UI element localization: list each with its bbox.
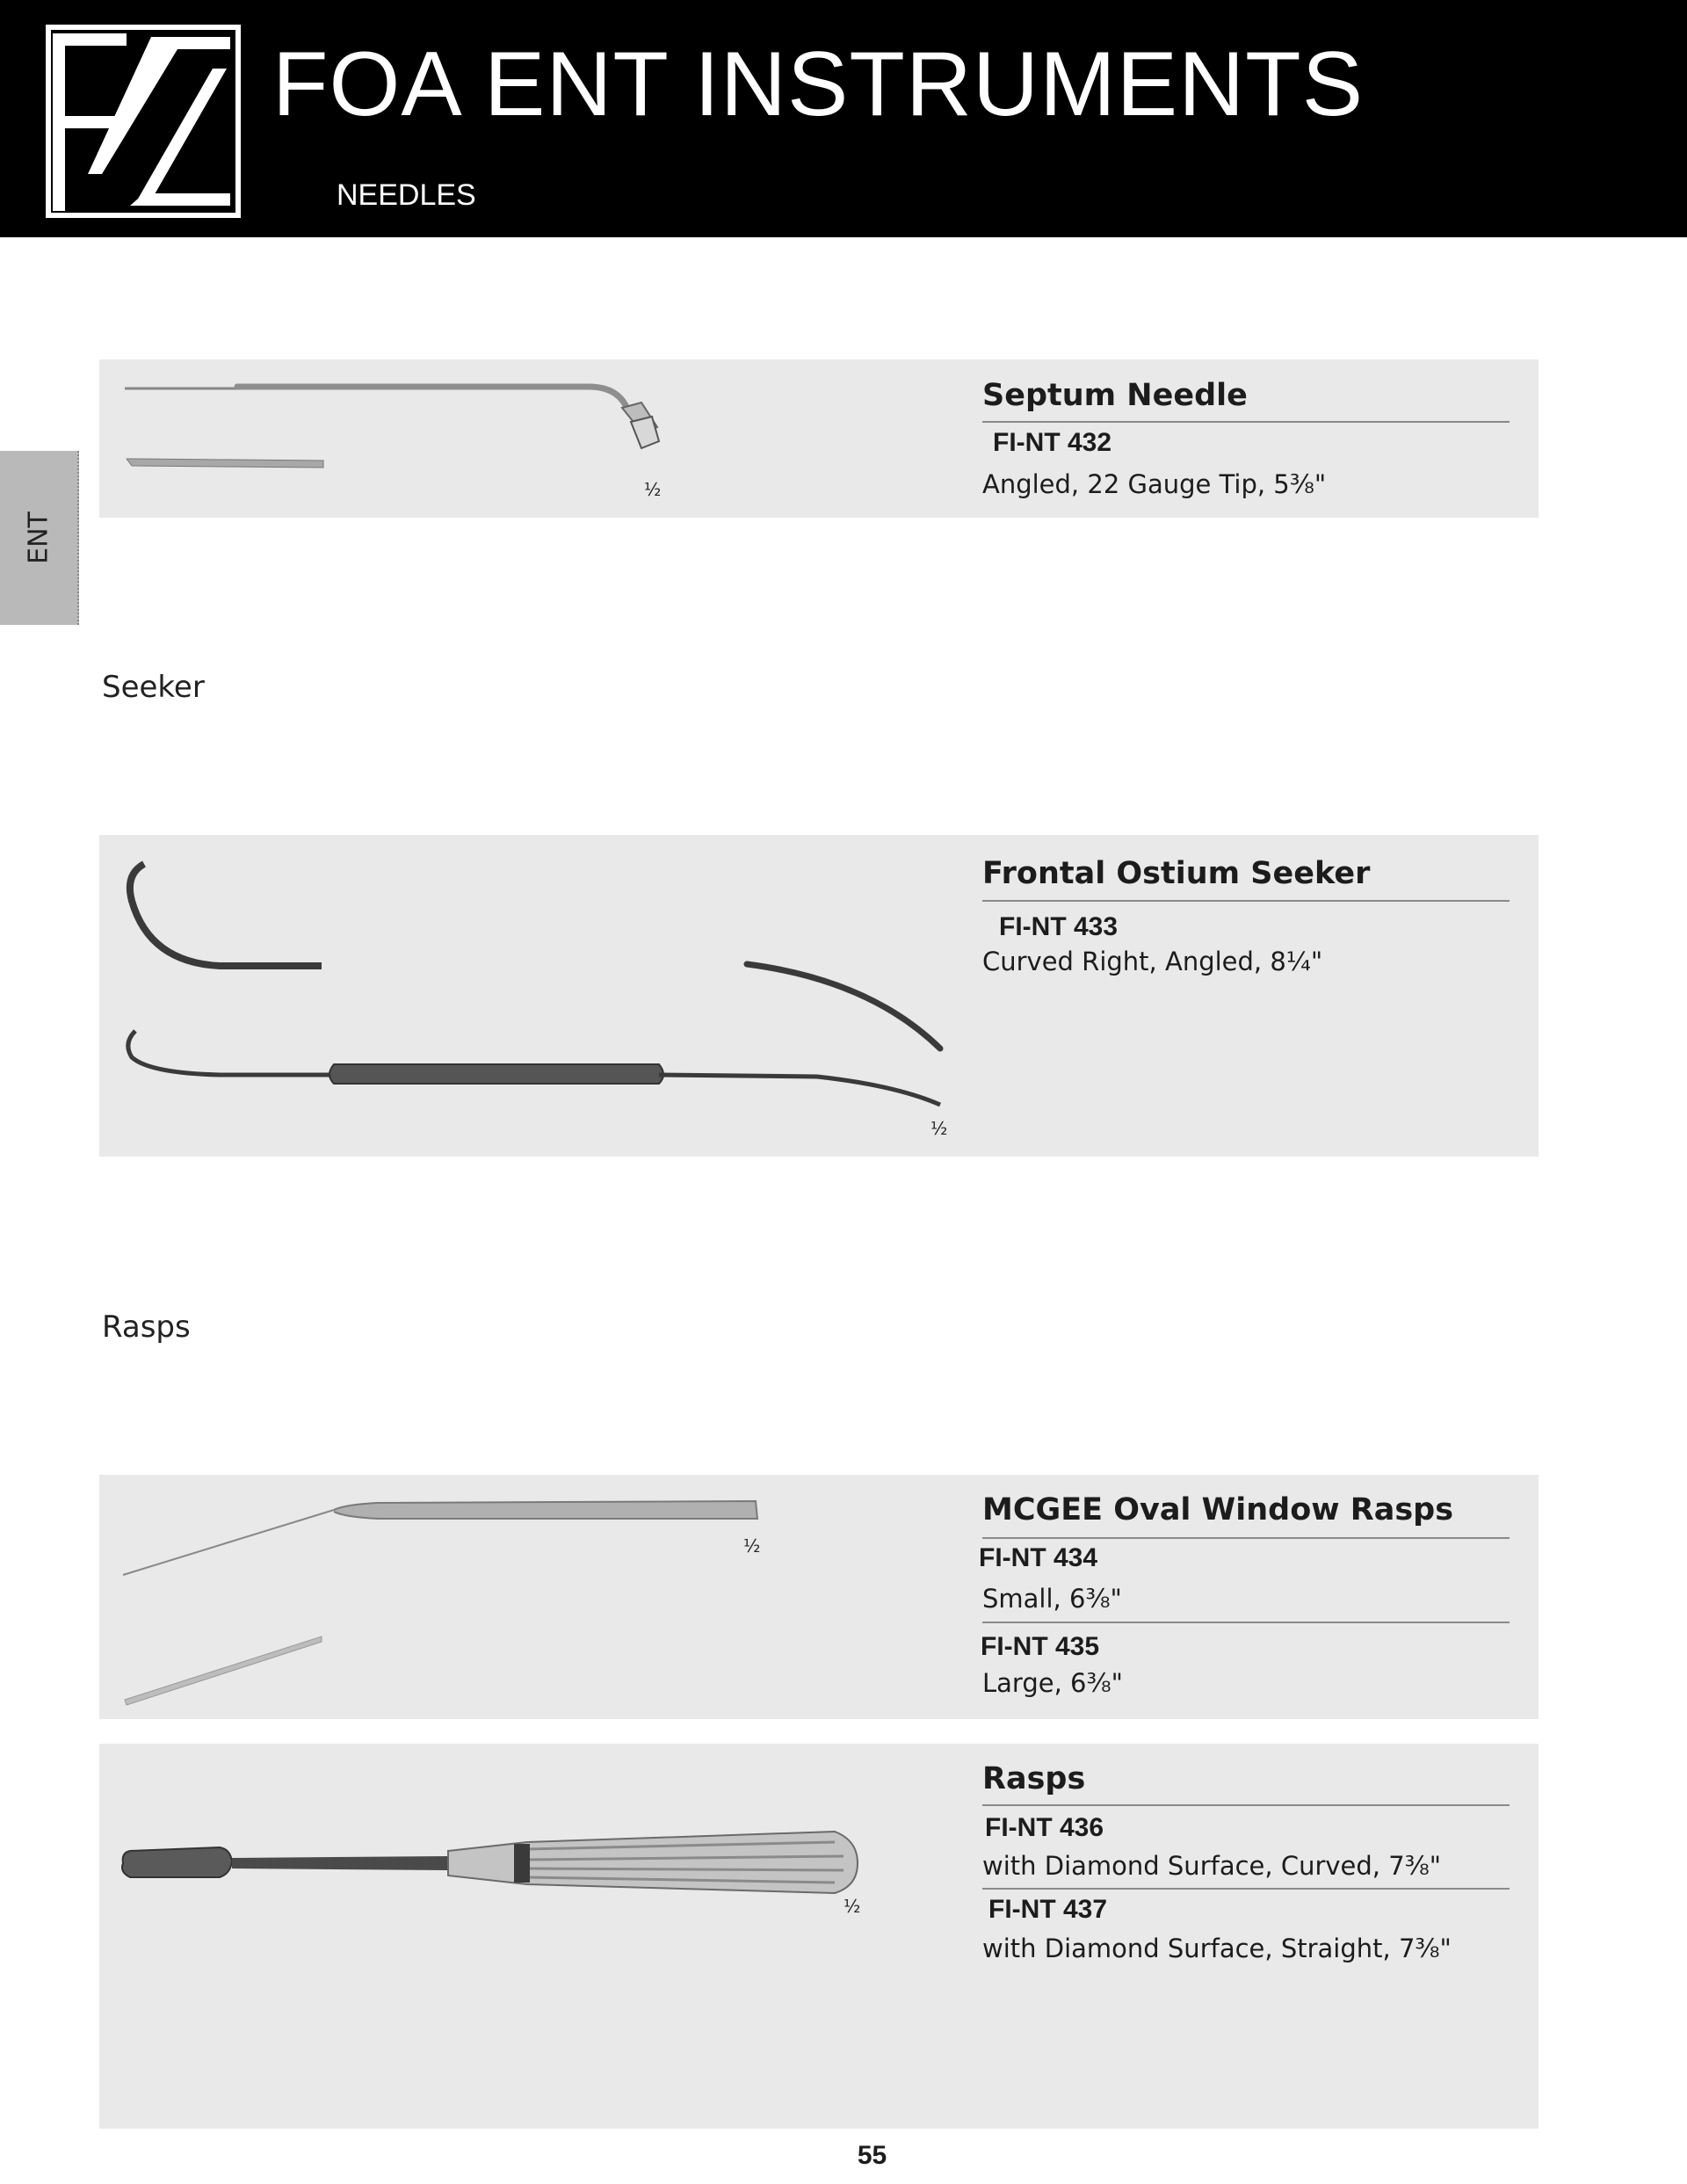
section-label: NEEDLES xyxy=(337,178,476,212)
fs-monogram-logo-icon xyxy=(46,25,241,218)
divider xyxy=(982,421,1510,423)
divider xyxy=(982,1622,1510,1623)
divider xyxy=(982,1804,1510,1806)
septum-scale-label: ½ xyxy=(644,479,662,500)
product-description: Small, 6⅜" xyxy=(982,1584,1122,1614)
product-title-mcgee-rasps: MCGEE Oval Window Rasps xyxy=(982,1492,1454,1527)
product-code: FI-NT 434 xyxy=(979,1543,1098,1572)
side-tab-label: ENT xyxy=(23,512,54,564)
product-description: Curved Right, Angled, 8¼" xyxy=(982,947,1323,976)
mcgee-rasp-illustration xyxy=(114,1485,782,1714)
product-description: with Diamond Surface, Straight, 7⅜" xyxy=(982,1934,1452,1963)
septum-needle-illustration xyxy=(114,369,677,510)
product-code: FI-NT 435 xyxy=(981,1632,1100,1661)
product-code: FI-NT 432 xyxy=(993,428,1112,457)
product-code: FI-NT 436 xyxy=(985,1813,1104,1842)
product-description: Large, 6⅜" xyxy=(982,1668,1123,1698)
page-header xyxy=(0,0,1687,237)
mcgee-scale-label: ½ xyxy=(743,1535,761,1556)
seeker-scale-label: ½ xyxy=(930,1118,948,1139)
category-heading-rasps: Rasps xyxy=(102,1310,191,1345)
side-tab xyxy=(0,451,79,625)
product-title-frontal-ostium-seeker: Frontal Ostium Seeker xyxy=(982,856,1371,891)
product-description: with Diamond Surface, Curved, 7⅜" xyxy=(982,1851,1442,1881)
product-title-septum-needle: Septum Needle xyxy=(982,378,1248,413)
divider xyxy=(982,1888,1510,1890)
product-description: Angled, 22 Gauge Tip, 5⅜" xyxy=(982,469,1327,499)
frontal-ostium-seeker-illustration xyxy=(114,857,958,1147)
page-number: 55 xyxy=(857,2141,887,2170)
brand-title: FOA ENT INSTRUMENTS xyxy=(272,33,1365,135)
product-title-rasps: Rasps xyxy=(982,1761,1086,1796)
category-heading-seeker: Seeker xyxy=(102,670,205,705)
rasp-illustration xyxy=(114,1819,887,1925)
divider xyxy=(982,900,1510,902)
rasps-scale-label: ½ xyxy=(844,1896,861,1917)
product-code: FI-NT 437 xyxy=(988,1895,1108,1924)
divider xyxy=(982,1537,1510,1539)
product-code: FI-NT 433 xyxy=(999,912,1119,941)
